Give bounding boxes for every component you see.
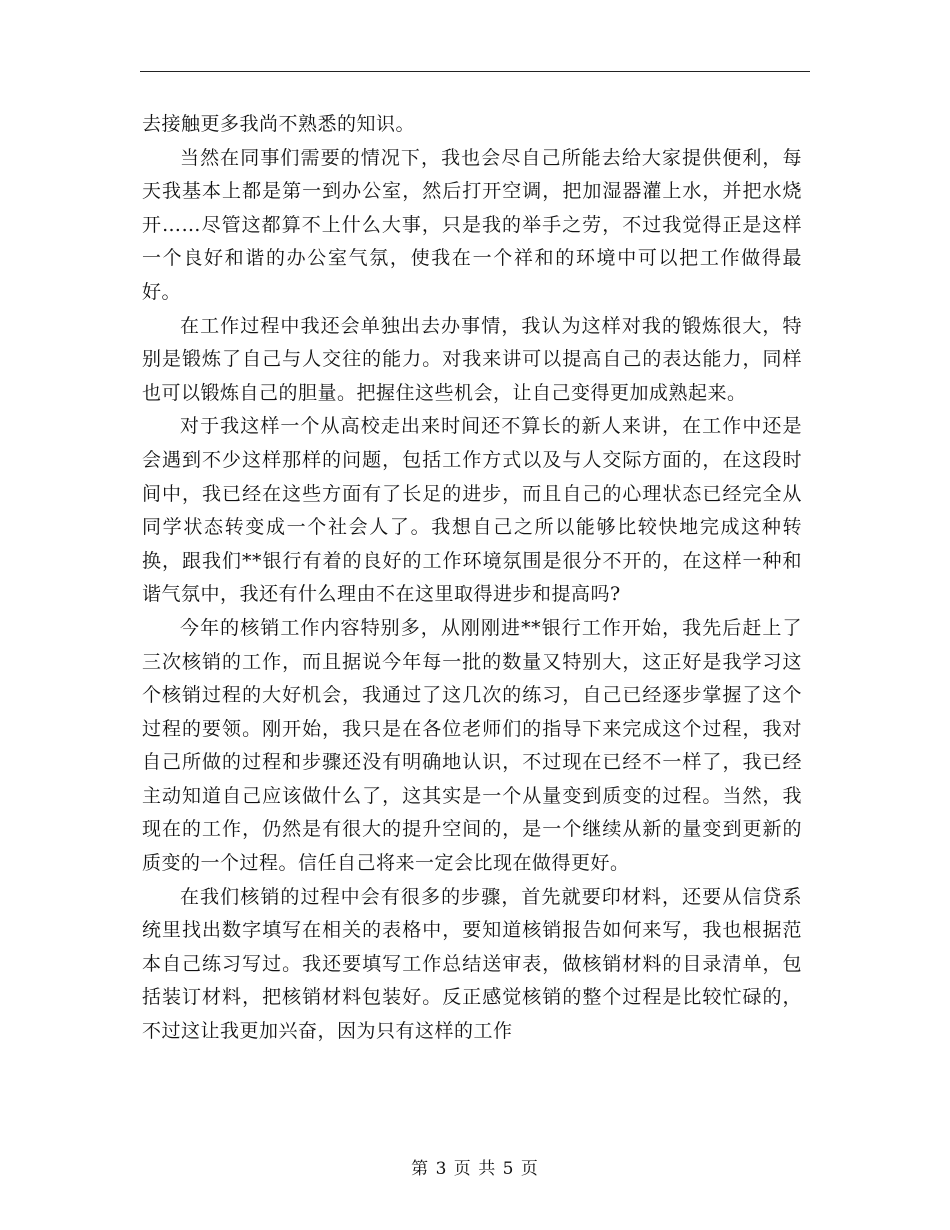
page-number-footer: 第 3 页 共 5 页 (411, 1159, 539, 1179)
paragraph-write-off-work: 今年的核销工作内容特别多，从刚刚进**银行工作开始，我先后赶上了三次核销的工作，而且据说今年每一批的数量又特别大，这正好是我学习这个核销过程的大好机会，我通过了这几次的练习，自己已经逐步掌握了这个过程的要领。刚开始，我只是在各位老师们的指导下来完成这个过程，我对自己所做的过程和步骤还没有明确地认识，不过现在已经不一样了，我已经主动知道自己应该做什么了，这其实是一个从量变到质变的过程。当然，我现在的工作，仍然是有很大的提升空间的，是一个继续从新的量变到更新的质变的一个过程。信任自己将来一定会比现在做得更好。 (142, 616, 802, 875)
header-rule (140, 71, 810, 72)
paragraph-new-employee: 对于我这样一个从高校走出来时间还不算长的新人来讲，在工作中还是会遇到不少这样那样的问题，包括工作方式以及与人交际方面的，在这段时间中，我已经在这些方面有了长足的进步，而且自己的心理状态已经完全从同学状态转变成一个社会人了。我想自己之所以能够比较快地完成这种转换，跟我们**银行有着的良好的工作环境氛围是很分不开的，在这样一种和谐气氛中，我还有什么理由不在这里取得进步和提高吗? (142, 415, 802, 606)
paragraph-errands: 在工作过程中我还会单独出去办事情，我认为这样对我的锻炼很大，特别是锻炼了自己与人交往的能力。对我来讲可以提高自己的表达能力，同样也可以锻炼自己的胆量。把握住这些机会，让自己变得更加成熟起来。 (142, 314, 802, 404)
paragraph-continuation: 去接触更多我尚不熟悉的知识。 (142, 113, 416, 135)
paragraph-write-off-steps: 在我们核销的过程中会有很多的步骤，首先就要印材料，还要从信贷系统里找出数字填写在相关的表格中，要知道核销报告如何来写，我也根据范本自己练习写过。我还要填写工作总结送审表，做核销材料的目录清单，包括装订材料，把核销材料包装好。反正感觉核销的整个过程是比较忙碌的，不过这让我更加兴奋，因为只有这样的工作 (142, 885, 802, 1043)
paragraph-office-help: 当然在同事们需要的情况下，我也会尽自己所能去给大家提供便利，每天我基本上都是第一到办公室，然后打开空调，把加湿器灌上水，并把水烧开……尽管这都算不上什么大事，只是我的举手之劳，不过我觉得正是这样一个良好和谐的办公室气氛，使我在一个祥和的环境中可以把工作做得最好。 (142, 146, 802, 303)
document-body (142, 108, 802, 1049)
